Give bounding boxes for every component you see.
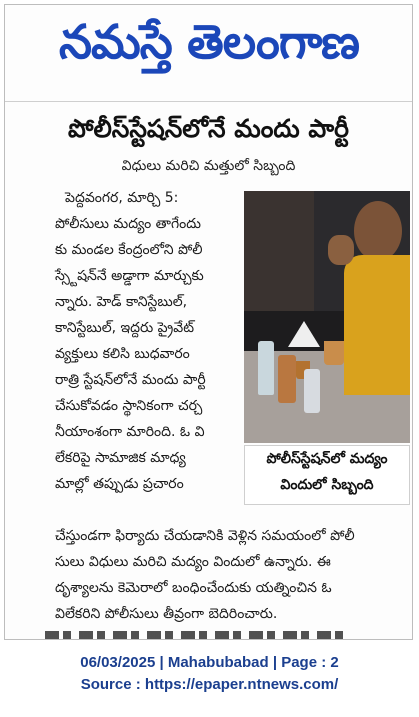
photo-wall [244, 191, 314, 311]
text-line: చేసుకోవడం స్థానికంగా చర్చ [55, 398, 203, 414]
article-column-text [55, 185, 238, 497]
photo-person-shirt [344, 255, 410, 395]
cut-off-text-line [45, 631, 345, 639]
photo-water-bottle [304, 369, 320, 413]
source-footer [0, 652, 419, 696]
footer-date-line: 06/03/2025 | Mahabubabad | Page : 2 [80, 654, 339, 671]
footer-source-line: Source : https://epaper.ntnews.com/ [80, 676, 339, 693]
masthead-divider [5, 101, 412, 102]
text-line: విలేకరిని పోలీసులు తీవ్రంగా బెదిరించారు. [55, 606, 278, 622]
text-line: కు మండల కేంద్రంలోని పోలీ [55, 242, 203, 258]
text-line: పెద్దవంగర, మార్చి 5: [65, 190, 179, 206]
photo-liquor-bottle [278, 355, 296, 403]
text-line: రాత్రి స్టేషన్‌లోనే మందు పార్టీ [55, 372, 206, 388]
text-line: వ్యక్తులు కలిసి బుధవారం [55, 346, 190, 362]
photo-water-bottle [258, 341, 274, 395]
text-line: కానిస్టేబుల్, ఇద్దరు ప్రైవేట్ [55, 320, 195, 336]
photo-caption [244, 445, 410, 505]
caption-line: విందులో సిబ్బంది [280, 477, 374, 493]
caption-line: పోలీస్‌స్టేషన్‌లో మద్యం [266, 451, 388, 467]
text-line: పోలీసులు మద్యం తాగేందు [55, 216, 201, 232]
article-full-width-text [55, 523, 410, 627]
text-line: సులు విధులు మరిచి మద్యం విందులో ఉన్నారు. ఈ [55, 554, 331, 570]
photo-glass [324, 341, 344, 365]
article-subhead: విధులు మరిచి మత్తులో సిబ్బంది [121, 158, 296, 174]
photo-person-head [354, 201, 402, 261]
text-line: నీయాంశంగా మారింది. ఓ వి [55, 424, 205, 440]
newspaper-masthead: నమస్తే తెలంగాణ [59, 15, 359, 70]
photo-person-hand [328, 235, 354, 265]
article-headline: పోలీస్‌స్టేషన్‌లోనే మందు పార్టీ [68, 114, 349, 143]
clipping-frame [4, 4, 413, 640]
text-line: దృశ్యాలను కెమెరాలో బంధించేందుకు యత్నించిన ఓ [55, 580, 332, 596]
text-line: లేకరిపై సామాజిక మాధ్య [55, 450, 186, 466]
text-line: న్నారు. హెడ్ కానిస్టేబుల్, [55, 294, 188, 310]
article-photo [244, 191, 410, 443]
text-line: మాల్లో తప్పుడు ప్రచారం [55, 476, 184, 492]
text-line: చేస్తుండగా ఫిర్యాదు చేయడానికి వెళ్లిన సమయంలో పోలీ [55, 528, 355, 544]
photo-paper-cone [288, 321, 320, 347]
text-line: స్స్టేషన్‌నే అడ్డాగా మార్చుకు [55, 268, 204, 284]
